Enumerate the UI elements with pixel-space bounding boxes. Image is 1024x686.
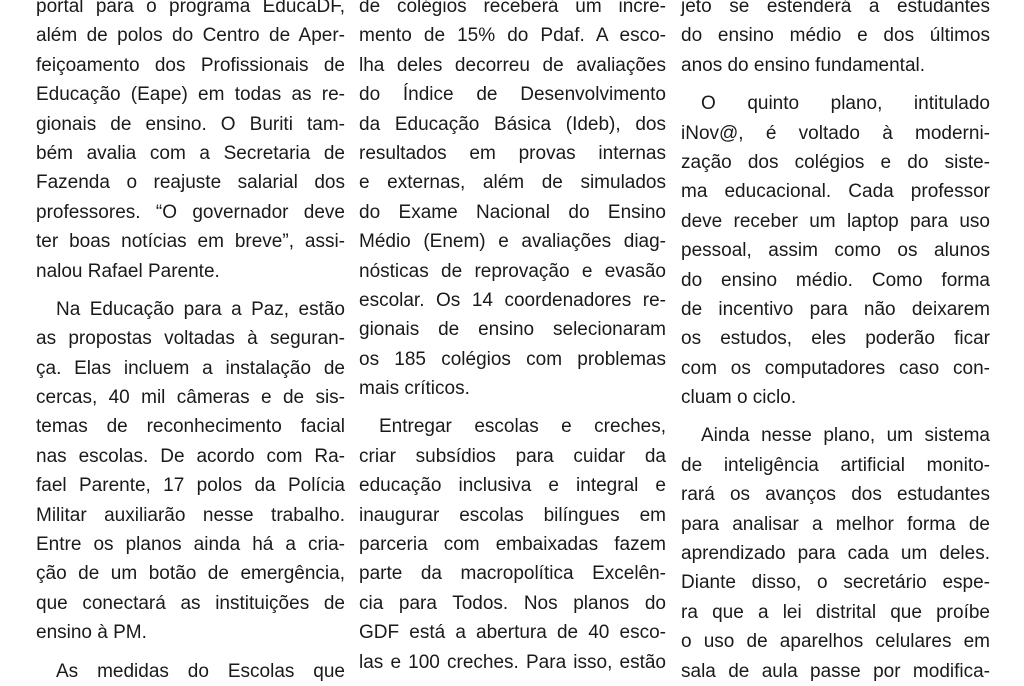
text-line: professores. “O governador deve bbox=[36, 201, 345, 223]
text-line: de inteligência artificial monito- bbox=[681, 454, 990, 476]
text-line: las e 100 creches. Para isso, estão bbox=[359, 651, 666, 673]
text-line: escolar. Os 14 coordenadores re- bbox=[359, 289, 666, 311]
text-line: resultados em provas internas bbox=[359, 142, 666, 164]
paragraph-gap bbox=[36, 648, 345, 657]
text-line: educação inclusiva e integral e bbox=[359, 475, 666, 497]
text-line: GDF está a abertura de 40 esco- bbox=[359, 622, 666, 644]
text-line: de colégios receberá um incre- bbox=[359, 0, 666, 17]
text-line: Na Educação para a Paz, estão bbox=[56, 298, 345, 320]
text-line: feiçoamento dos Profissionais de bbox=[36, 54, 345, 76]
text-line: parceria com embaixadas fazem bbox=[359, 534, 666, 556]
text-line: temas de reconhecimento facial bbox=[36, 416, 345, 438]
text-line: ensino à PM. bbox=[36, 622, 147, 644]
text-line: nas escolas. De acordo com Ra- bbox=[36, 445, 345, 467]
paragraph-gap bbox=[681, 80, 990, 89]
text-line: ra que a lei distrital que proíbe bbox=[681, 601, 990, 623]
text-line: As medidas do Escolas que bbox=[56, 660, 345, 682]
text-line: cluam o ciclo. bbox=[681, 387, 797, 409]
text-line: do Exame Nacional do Ensino bbox=[359, 201, 666, 223]
text-line: Entregar escolas e creches, bbox=[379, 416, 666, 438]
text-line: deve receber um laptop para uso bbox=[681, 210, 990, 232]
text-line: ção de um botão de emergência, bbox=[36, 563, 345, 585]
text-line: Médio (Enem) e avaliações diag- bbox=[359, 231, 666, 253]
paragraph-gap bbox=[36, 286, 345, 295]
text-line: o uso de aparelhos celulares em bbox=[681, 631, 990, 653]
text-column-3 bbox=[681, 0, 990, 686]
text-column-2 bbox=[359, 0, 666, 677]
text-line: Fazenda o reajuste salarial dos bbox=[36, 172, 345, 194]
text-line: mais críticos. bbox=[359, 378, 470, 400]
text-line: Militar auxiliarão nesse trabalho. bbox=[36, 504, 345, 526]
text-line: com os computadores caso con- bbox=[681, 357, 990, 379]
text-line: lha deles decorreu de avaliações bbox=[359, 54, 666, 76]
text-line: e externas, além de simulados bbox=[359, 172, 666, 194]
text-line: os 185 colégios com problemas bbox=[359, 348, 666, 370]
text-line: ma educacional. Cada professor bbox=[681, 181, 990, 203]
text-line: de incentivo para não deixarem bbox=[681, 298, 990, 320]
text-line: jeto se estenderá a estudantes bbox=[681, 0, 990, 17]
text-line: inaugurar escolas bilíngues em bbox=[359, 504, 666, 526]
text-line: nalou Rafael Parente. bbox=[36, 260, 220, 282]
text-line: gionais de ensino. O Buriti tam- bbox=[36, 113, 345, 135]
text-line: criar subsídios para cuidar da bbox=[359, 445, 666, 467]
text-line: mento de 15% do Pdaf. A esco- bbox=[359, 25, 666, 47]
text-line: do Índice de Desenvolvimento bbox=[359, 84, 666, 106]
text-line: parte da macropolítica Excelên- bbox=[359, 563, 666, 585]
text-line: sala de aula passe por modifica- bbox=[681, 660, 990, 682]
text-line: zação dos colégios e do siste- bbox=[681, 151, 990, 173]
text-line: ter boas notícias em breve”, assi- bbox=[36, 231, 345, 253]
text-line: Ainda nesse plano, um sistema bbox=[701, 425, 990, 447]
text-line: rará os avanços dos estudantes bbox=[681, 484, 990, 506]
text-line: ça. Elas incluem a instalação de bbox=[36, 357, 345, 379]
text-line: os estudos, eles poderão ficar bbox=[681, 328, 990, 350]
text-line: bém avalia com a Secretaria de bbox=[36, 142, 345, 164]
text-line: além de polos do Centro de Aper- bbox=[36, 25, 345, 47]
text-line: do ensino médio e dos últimos bbox=[681, 25, 990, 47]
paragraph-gap bbox=[681, 412, 990, 421]
text-line: gionais de ensino selecionaram bbox=[359, 319, 666, 341]
text-line: Diante disso, o secretário espe- bbox=[681, 572, 990, 594]
text-line: do ensino médio. Como forma bbox=[681, 269, 990, 291]
text-line: nósticas de reprovação e evasão bbox=[359, 260, 666, 282]
text-line: O quinto plano, intitulado bbox=[701, 93, 990, 115]
text-line: as propostas voltadas à seguran- bbox=[36, 328, 345, 350]
text-line: cia para Todos. Nos planos do bbox=[359, 592, 666, 614]
paragraph-gap bbox=[359, 403, 666, 412]
text-line: pessoal, assim como os alunos bbox=[681, 240, 990, 262]
text-line: Educação (Eape) em todas as re- bbox=[36, 84, 345, 106]
text-line: aprendizado para cada um deles. bbox=[681, 543, 990, 565]
text-line: iNov@, é voltado à moderni- bbox=[681, 122, 990, 144]
text-line: da Educação Básica (Ideb), dos bbox=[359, 113, 666, 135]
text-line: que conectará as instituições de bbox=[36, 592, 345, 614]
text-line: portal para o programa EducaDF, bbox=[36, 0, 345, 17]
text-column-1 bbox=[36, 0, 345, 686]
text-line: fael Parente, 17 polos da Polícia bbox=[36, 475, 345, 497]
text-line: anos do ensino fundamental. bbox=[681, 54, 926, 76]
text-line: Entre os planos ainda há a cria- bbox=[36, 534, 345, 556]
text-line: cercas, 40 mil câmeras e de sis- bbox=[36, 387, 345, 409]
text-line: para analisar a melhor forma de bbox=[681, 513, 990, 535]
